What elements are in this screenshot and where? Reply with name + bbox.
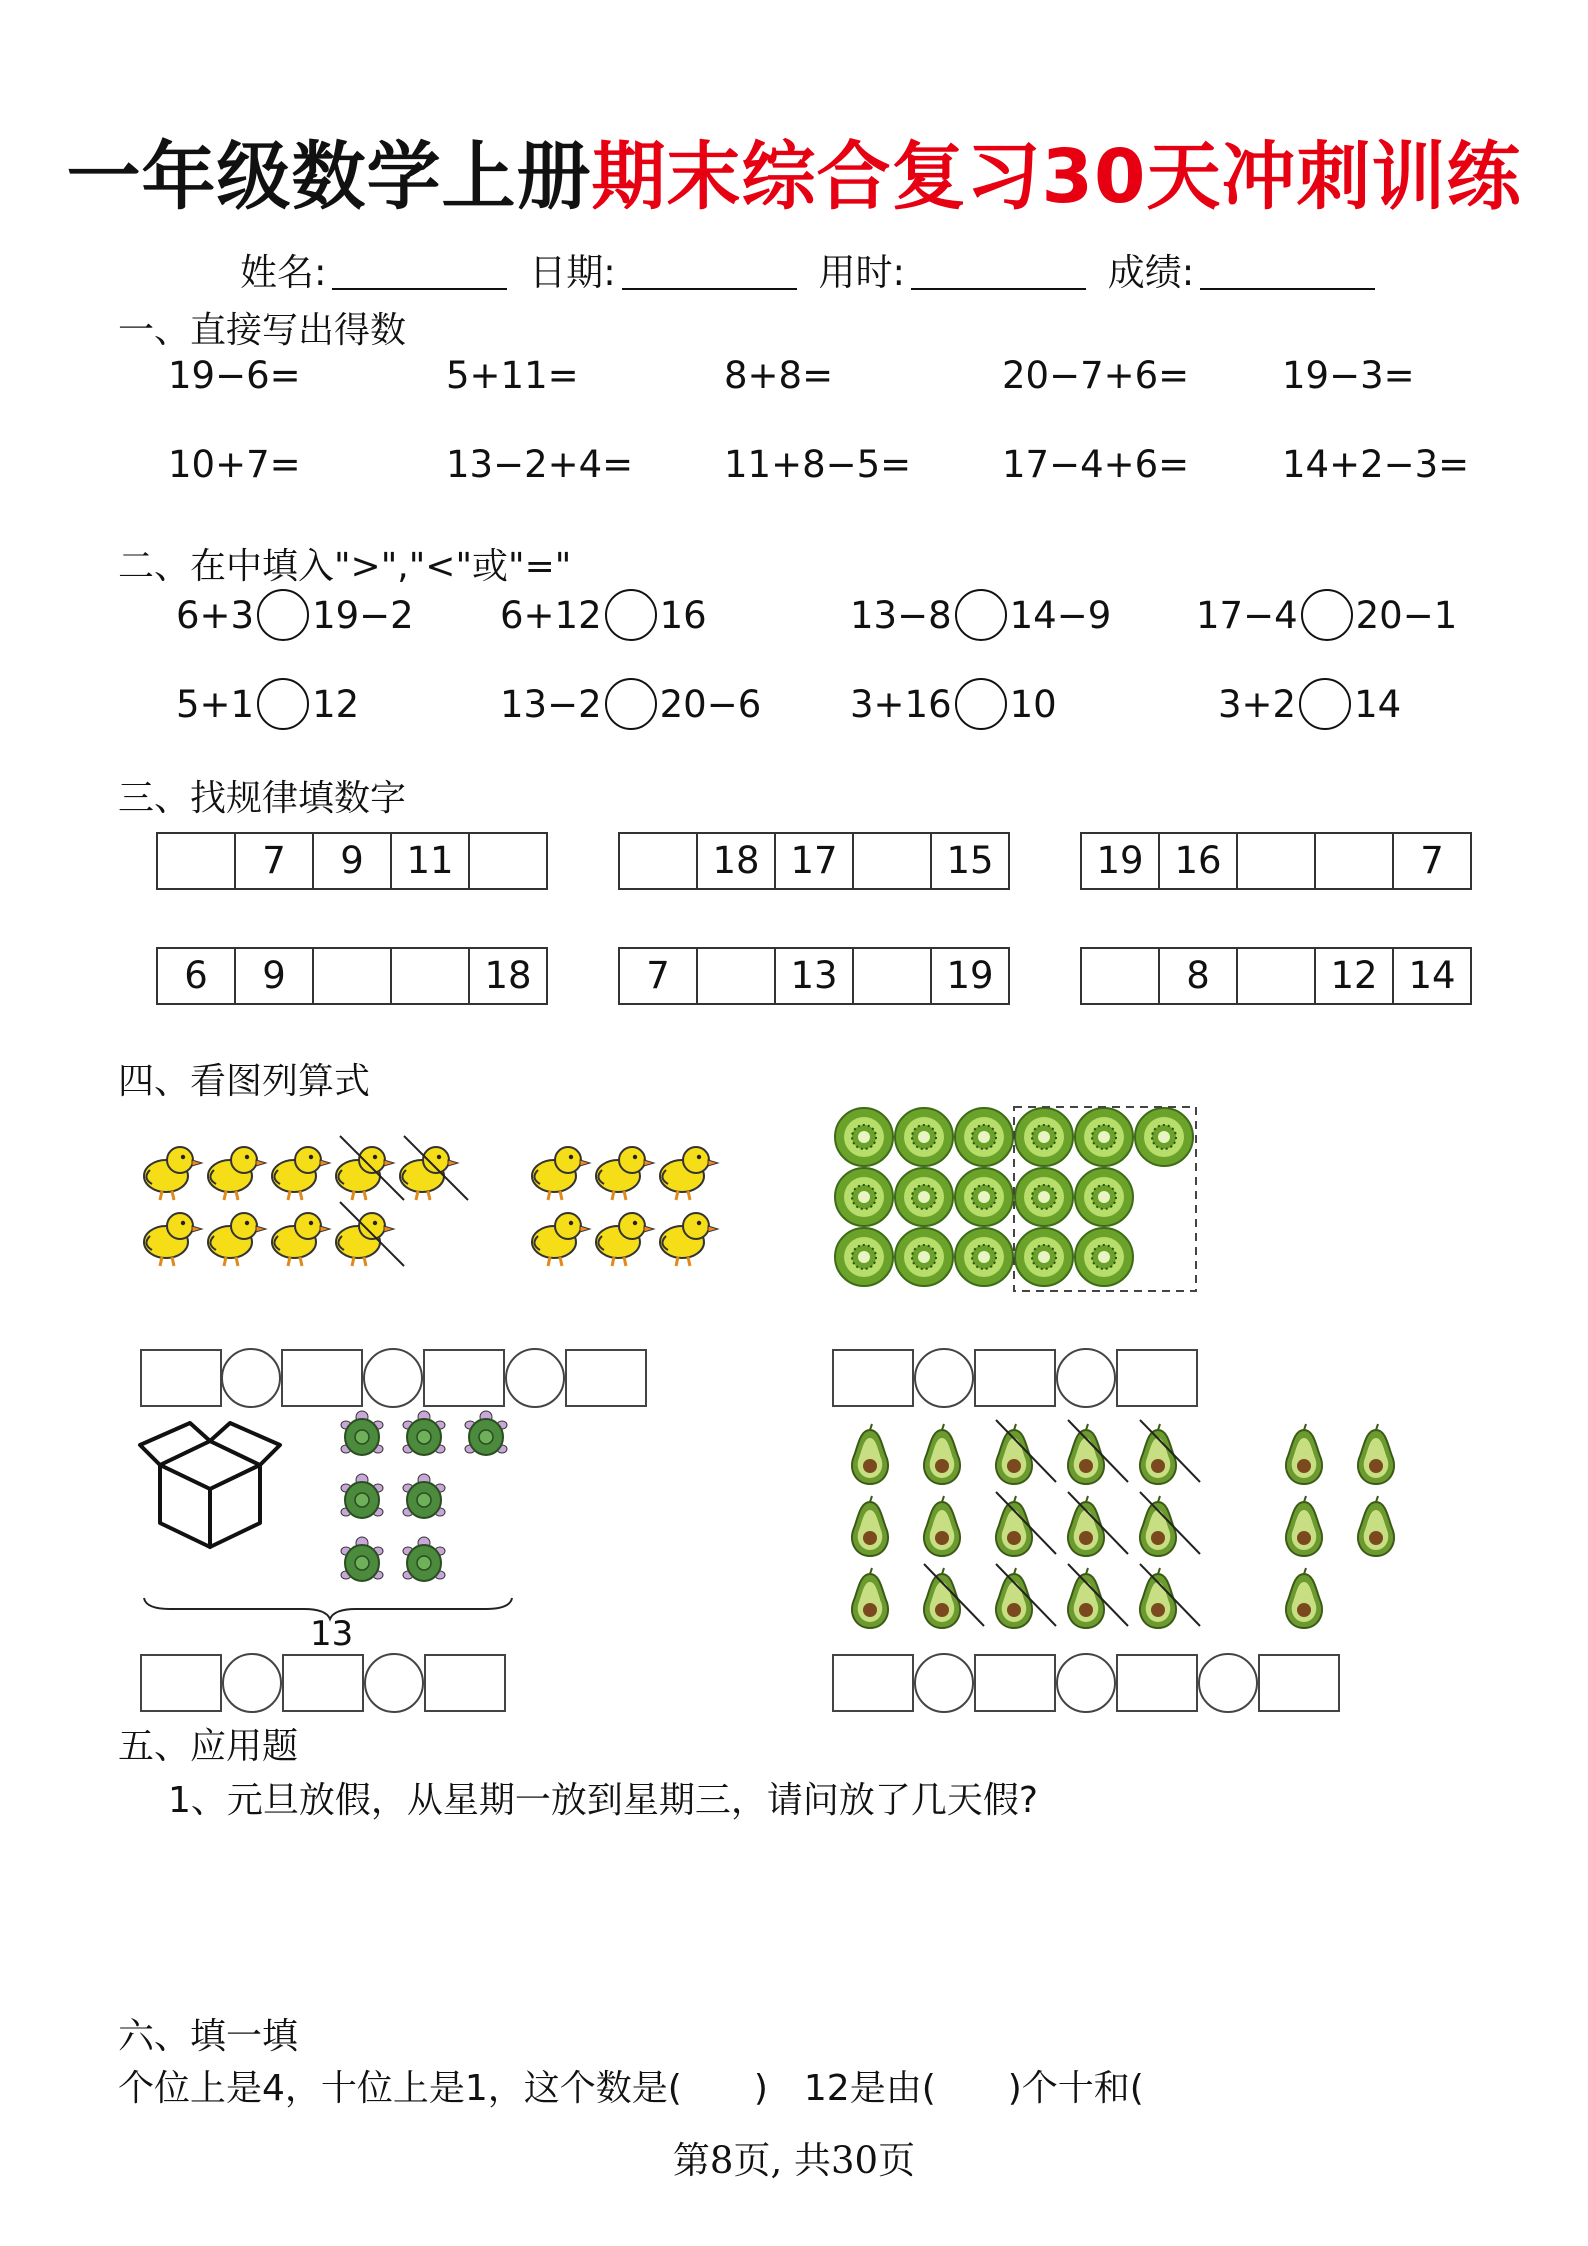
- answer-box[interactable]: [140, 1654, 222, 1712]
- answer-box[interactable]: [423, 1349, 505, 1407]
- expr: 17−4+6=: [1002, 443, 1190, 486]
- seq-cell[interactable]: [312, 947, 392, 1005]
- kiwi-picture: [830, 1105, 1210, 1295]
- compare-item: [500, 589, 707, 641]
- chick-icon: [144, 1213, 202, 1266]
- seq-cell[interactable]: [852, 947, 932, 1005]
- seq-cell[interactable]: [696, 947, 776, 1005]
- chick-icon: [336, 1147, 394, 1200]
- answer-box[interactable]: [282, 1654, 364, 1712]
- section1-heading: 一、直接写出得数: [118, 310, 407, 351]
- seq-cell[interactable]: 8: [1158, 947, 1238, 1005]
- operator-circle[interactable]: [364, 1653, 424, 1713]
- left-expr: 6+12: [500, 593, 602, 637]
- answer-circle[interactable]: [955, 589, 1007, 641]
- sequence-row: [156, 947, 548, 1005]
- turtle-icon: [341, 1411, 383, 1455]
- seq-cell[interactable]: [390, 947, 470, 1005]
- operator-circle[interactable]: [505, 1348, 565, 1408]
- expr: 19−3=: [1282, 354, 1415, 397]
- seq-cell[interactable]: 13: [774, 947, 854, 1005]
- answer-circle[interactable]: [955, 678, 1007, 730]
- kiwi-icon: [835, 1108, 893, 1166]
- operator-circle[interactable]: [363, 1348, 423, 1408]
- avocado-icon: [1286, 1496, 1322, 1556]
- operator-circle[interactable]: [914, 1653, 974, 1713]
- avocado-icon: [1140, 1424, 1176, 1484]
- seq-cell[interactable]: 14: [1392, 947, 1472, 1005]
- section5-heading: 五、应用题: [118, 1726, 299, 1767]
- page-title: [0, 118, 1588, 224]
- kiwi-icon: [1015, 1108, 1073, 1166]
- answer-box[interactable]: [140, 1349, 222, 1407]
- chick-icon: [208, 1147, 266, 1200]
- seq-cell[interactable]: 16: [1158, 832, 1238, 890]
- box-icon: [140, 1423, 280, 1547]
- avocado-icon: [924, 1424, 960, 1484]
- brace-total: 13: [310, 1614, 354, 1654]
- avocado-icon: [996, 1496, 1032, 1556]
- compare-item: [176, 678, 359, 730]
- seq-cell[interactable]: 7: [1392, 832, 1472, 890]
- left-expr: 17−4: [1196, 593, 1298, 637]
- chick-icon: [660, 1213, 718, 1266]
- avocado-icon: [1068, 1496, 1104, 1556]
- operator-circle[interactable]: [222, 1653, 282, 1713]
- sequence-row: [618, 947, 1010, 1005]
- answer-circle[interactable]: [257, 678, 309, 730]
- box-turtles-picture: [130, 1405, 530, 1645]
- time-label: 用时:: [818, 251, 905, 294]
- chick-icon: [272, 1213, 330, 1266]
- expr: 5+11=: [446, 354, 579, 397]
- avocado-picture: [830, 1410, 1430, 1650]
- expr: 11+8−5=: [724, 443, 912, 486]
- answer-box[interactable]: [832, 1654, 914, 1712]
- equation-row: [140, 1348, 647, 1408]
- turtle-icon: [403, 1411, 445, 1455]
- left-expr: 3+2: [1218, 682, 1297, 726]
- avocado-icon: [996, 1424, 1032, 1484]
- seq-cell[interactable]: 17: [774, 832, 854, 890]
- answer-circle[interactable]: [1299, 678, 1351, 730]
- left-expr: 5+1: [176, 682, 255, 726]
- compare-item: [850, 678, 1057, 730]
- seq-cell[interactable]: 18: [468, 947, 548, 1005]
- kiwi-icon: [1075, 1168, 1133, 1226]
- avocado-icon: [852, 1568, 888, 1628]
- word-problem-1: 1、元旦放假，从星期一放到星期三，请问放了几天假?: [168, 1780, 1039, 1821]
- compare-item: [500, 678, 761, 730]
- kiwi-icon: [835, 1228, 893, 1286]
- seq-cell[interactable]: 19: [1080, 832, 1160, 890]
- left-expr: 13−2: [500, 682, 602, 726]
- compare-item: [1196, 589, 1457, 641]
- right-expr: 12: [312, 682, 360, 726]
- right-expr: 14−9: [1009, 593, 1112, 637]
- title-black: 一年级数学上册: [66, 134, 592, 220]
- seq-cell[interactable]: 6: [156, 947, 236, 1005]
- equation-row: [832, 1653, 1340, 1713]
- turtle-icon: [341, 1474, 383, 1518]
- avocado-icon: [924, 1496, 960, 1556]
- seq-cell[interactable]: [156, 832, 236, 890]
- chick-icon: [660, 1147, 718, 1200]
- avocado-icon: [1286, 1424, 1322, 1484]
- operator-circle[interactable]: [221, 1348, 281, 1408]
- answer-box[interactable]: [1116, 1349, 1198, 1407]
- right-expr: 10: [1009, 682, 1057, 726]
- seq-cell[interactable]: 12: [1314, 947, 1394, 1005]
- chick-icon: [532, 1147, 590, 1200]
- answer-box[interactable]: [1116, 1654, 1198, 1712]
- info-line: [240, 242, 1385, 296]
- sequence-row: [1080, 947, 1472, 1005]
- expr: 8+8=: [724, 354, 834, 397]
- kiwi-icon: [895, 1108, 953, 1166]
- chick-icon: [208, 1213, 266, 1266]
- title-red: 期末综合复习30天冲刺训练: [591, 134, 1522, 220]
- answer-box[interactable]: [281, 1349, 363, 1407]
- chick-icon: [272, 1147, 330, 1200]
- answer-circle[interactable]: [257, 589, 309, 641]
- section4-heading: 四、看图列算式: [118, 1061, 371, 1102]
- page-footer: 第8页, 共30页: [672, 2139, 916, 2182]
- answer-box[interactable]: [974, 1654, 1056, 1712]
- kiwi-icon: [955, 1108, 1013, 1166]
- kiwi-icon: [1075, 1108, 1133, 1166]
- answer-box[interactable]: [974, 1349, 1056, 1407]
- left-expr: 13−8: [850, 593, 952, 637]
- kiwi-icon: [1015, 1168, 1073, 1226]
- left-expr: 6+3: [176, 593, 255, 637]
- avocado-icon: [1140, 1568, 1176, 1628]
- chick-icon: [336, 1213, 394, 1266]
- avocado-icon: [1358, 1496, 1394, 1556]
- compare-item: [850, 589, 1111, 641]
- avocado-icon: [1286, 1568, 1322, 1628]
- equation-row: [140, 1653, 506, 1713]
- right-expr: 14: [1354, 682, 1402, 726]
- kiwi-icon: [955, 1168, 1013, 1226]
- seq-cell[interactable]: [468, 832, 548, 890]
- avocado-icon: [1068, 1568, 1104, 1628]
- kiwi-icon: [895, 1168, 953, 1226]
- sequence-row: [618, 832, 1010, 890]
- chick-icon: [596, 1213, 654, 1266]
- expr: 20−7+6=: [1002, 354, 1190, 397]
- chick-icon: [596, 1147, 654, 1200]
- score-label: 成绩:: [1107, 251, 1195, 294]
- expr: 13−2+4=: [446, 443, 634, 486]
- avocado-icon: [1358, 1424, 1394, 1484]
- seq-cell[interactable]: [1236, 832, 1316, 890]
- answer-circle[interactable]: [605, 678, 657, 730]
- chicks-picture: [130, 1130, 750, 1280]
- kiwi-icon: [1075, 1228, 1133, 1286]
- left-expr: 3+16: [850, 682, 952, 726]
- operator-circle[interactable]: [1198, 1653, 1258, 1713]
- avocado-icon: [1140, 1496, 1176, 1556]
- compare-item: [176, 589, 414, 641]
- seq-cell[interactable]: 9: [312, 832, 392, 890]
- right-expr: 20−6: [659, 682, 762, 726]
- kiwi-icon: [835, 1168, 893, 1226]
- compare-item: [1218, 678, 1401, 730]
- right-expr: 16: [659, 593, 707, 637]
- fill-in-line: 个位上是4，十位上是1，这个数是( ) 12是由( )个十和(: [118, 2068, 1144, 2109]
- name-label: 姓名:: [240, 251, 327, 294]
- sequence-row: [1080, 832, 1472, 890]
- kiwi-icon: [955, 1228, 1013, 1286]
- expr: 10+7=: [168, 443, 301, 486]
- date-blank[interactable]: [622, 252, 797, 290]
- turtle-icon: [403, 1474, 445, 1518]
- section2-heading: 二、在中填入">","<"或"=": [118, 546, 572, 587]
- avocado-icon: [1068, 1424, 1104, 1484]
- seq-cell[interactable]: 19: [930, 947, 1010, 1005]
- seq-cell[interactable]: 18: [696, 832, 776, 890]
- answer-circle[interactable]: [1301, 589, 1353, 641]
- turtle-icon: [465, 1411, 507, 1455]
- kiwi-icon: [1015, 1228, 1073, 1286]
- seq-cell[interactable]: 7: [618, 947, 698, 1005]
- expr: 19−6=: [168, 354, 301, 397]
- kiwi-icon: [1135, 1108, 1193, 1166]
- seq-cell[interactable]: [1314, 832, 1394, 890]
- avocado-icon: [996, 1568, 1032, 1628]
- name-blank[interactable]: [332, 252, 507, 290]
- operator-circle[interactable]: [1056, 1348, 1116, 1408]
- score-blank[interactable]: [1200, 252, 1375, 290]
- avocado-icon: [852, 1496, 888, 1556]
- seq-cell[interactable]: [1080, 947, 1160, 1005]
- equation-row: [832, 1348, 1198, 1408]
- answer-box[interactable]: [832, 1349, 914, 1407]
- turtle-icon: [403, 1537, 445, 1581]
- expr: 14+2−3=: [1282, 443, 1470, 486]
- answer-box[interactable]: [1258, 1654, 1340, 1712]
- operator-circle[interactable]: [1056, 1653, 1116, 1713]
- operator-circle[interactable]: [914, 1348, 974, 1408]
- seq-cell[interactable]: [618, 832, 698, 890]
- seq-cell[interactable]: 15: [930, 832, 1010, 890]
- date-label: 日期:: [529, 251, 616, 294]
- answer-box[interactable]: [424, 1654, 506, 1712]
- avocado-icon: [924, 1568, 960, 1628]
- seq-cell[interactable]: 11: [390, 832, 470, 890]
- seq-cell[interactable]: [1236, 947, 1316, 1005]
- answer-box[interactable]: [565, 1349, 647, 1407]
- chick-icon: [532, 1213, 590, 1266]
- section6-heading: 六、填一填: [118, 2016, 299, 2057]
- right-expr: 19−2: [312, 593, 414, 637]
- chick-icon: [144, 1147, 202, 1200]
- chick-icon: [400, 1147, 458, 1200]
- avocado-icon: [852, 1424, 888, 1484]
- turtle-icon: [341, 1537, 383, 1581]
- seq-cell[interactable]: 9: [234, 947, 314, 1005]
- right-expr: 20−1: [1355, 593, 1458, 637]
- kiwi-icon: [895, 1228, 953, 1286]
- seq-cell[interactable]: [852, 832, 932, 890]
- time-blank[interactable]: [911, 252, 1086, 290]
- sequence-row: [156, 832, 548, 890]
- seq-cell[interactable]: 7: [234, 832, 314, 890]
- section3-heading: 三、找规律填数字: [118, 778, 407, 819]
- answer-circle[interactable]: [605, 589, 657, 641]
